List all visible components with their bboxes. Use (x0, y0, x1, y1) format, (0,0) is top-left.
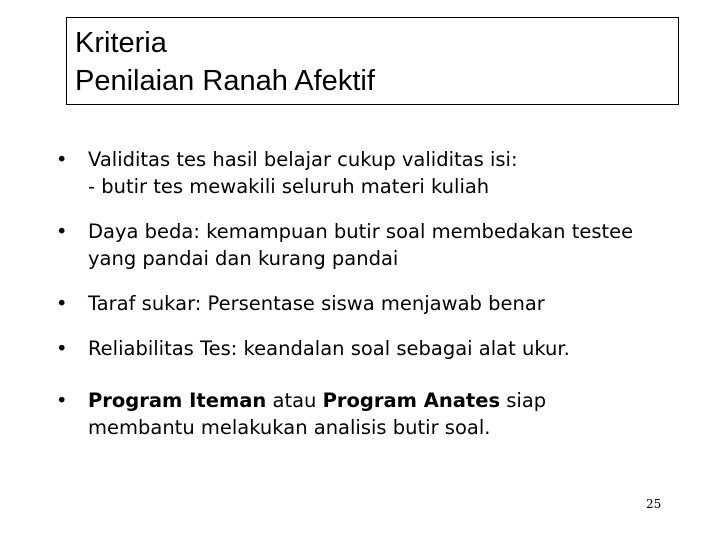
bullet-text: - butir tes mewakili seluruh materi kuliah (88, 175, 490, 198)
program-iteman-text: Program Iteman (88, 389, 267, 412)
bullet-dot: • (56, 292, 68, 315)
bullet-text: Taraf sukar: Persentase siswa menjawab benar (88, 292, 545, 315)
bullet-text: Validitas tes hasil belajar cukup validitas isi: (88, 148, 518, 171)
bullet-program (56, 387, 696, 441)
bullet-validitas (56, 146, 696, 200)
title-line-1: Kriteria (75, 27, 167, 59)
bullet-text: yang pandai dan kurang pandai (88, 247, 399, 270)
bullet-dot: • (56, 148, 68, 171)
title-line-2: Penilaian Ranah Afektif (75, 65, 375, 97)
suffix-text: siap (500, 389, 547, 412)
title-box (66, 17, 679, 105)
bullet-text: membantu melakukan analisis butir soal. (88, 416, 491, 439)
bullet-list (56, 146, 696, 459)
bullet-text: Reliabilitas Tes: keandalan soal sebagai alat ukur. (88, 337, 570, 360)
bullet-dot: • (56, 389, 68, 412)
bullet-taraf-sukar (56, 290, 696, 317)
bullet-dot: • (56, 220, 68, 243)
bullet-dot: • (56, 337, 68, 360)
program-anates-text: Program Anates (322, 389, 501, 412)
page-number: 25 (646, 497, 662, 511)
connector-text: atau (266, 389, 323, 412)
bullet-reliabilitas (56, 335, 696, 362)
bullet-text-line-1 (88, 387, 696, 414)
bullet-daya-beda (56, 218, 696, 272)
bullet-text: Daya beda: kemampuan butir soal membedakan testee (88, 220, 634, 243)
